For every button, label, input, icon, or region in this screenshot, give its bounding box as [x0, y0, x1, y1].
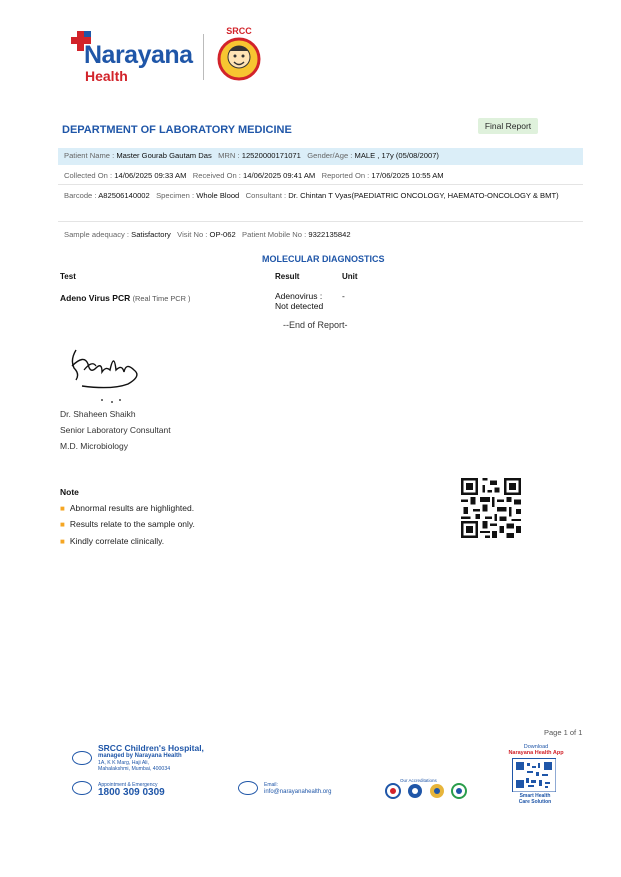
patient-name-label: Patient Name : [64, 151, 115, 160]
barcode-value: A82506140002 [98, 191, 150, 200]
reported-value: 17/06/2025 10:55 AM [371, 171, 444, 180]
footer-managed-by: managed by Narayana Health [98, 753, 182, 759]
adequacy-value: Satisfactory [131, 230, 171, 239]
signature [62, 340, 152, 406]
test-name: Adeno Virus PCR [60, 293, 131, 303]
download-label: Download [523, 744, 549, 750]
collected-value: 14/06/2025 09:33 AM [114, 171, 187, 180]
phone-icon [72, 781, 92, 795]
gender-age-label: Gender/Age : [307, 151, 353, 160]
smart-label-1: Smart Health [519, 793, 551, 799]
patient-name: Master Gourab Gautam Das [116, 151, 212, 160]
app-qr-icon[interactable] [512, 758, 556, 792]
footer-address [98, 760, 170, 772]
visit-label: Visit No : [177, 230, 208, 239]
srcc-logo-text: SRCC [226, 26, 252, 36]
qr-code-icon [461, 478, 521, 538]
bullet-icon: ■ [60, 537, 65, 546]
accreditations-label: Our Accreditations [400, 778, 437, 783]
specimen-label: Specimen : [156, 191, 195, 200]
page-number: Page 1 of 1 [544, 728, 583, 737]
footer-email[interactable]: info@narayanahealth.org [264, 789, 332, 795]
smart-label-2: Care Solution [518, 799, 552, 805]
bullet-icon: ■ [60, 520, 65, 529]
consultant-label: Consultant : [245, 191, 287, 200]
mrn-label: MRN : [218, 151, 240, 160]
department-title: DEPARTMENT OF LABORATORY MEDICINE [62, 124, 292, 136]
gender-age-value: MALE , 17y (05/08/2007) [354, 151, 439, 160]
footer-hospital-name: SRCC Children's Hospital, [98, 743, 204, 753]
adequacy-label: Sample adequacy : [64, 230, 130, 239]
accreditation-badges-icon [383, 783, 475, 799]
column-header-unit: Unit [342, 272, 358, 281]
footer-email-label: Email: [264, 782, 278, 788]
patient-info-row [58, 148, 583, 165]
srcc-mascot-icon [217, 37, 261, 81]
brand-sub: Health [85, 68, 128, 84]
srcc-logo [216, 26, 262, 84]
test-result [275, 291, 341, 311]
note-text: Kindly correlate clinically. [69, 536, 165, 546]
brand-name: Narayana [84, 41, 193, 69]
mobile-label: Patient Mobile No : [242, 230, 307, 239]
note-title: Note [60, 487, 79, 497]
reported-label: Reported On : [321, 171, 370, 180]
note-text: Abnormal results are highlighted. [69, 503, 195, 513]
received-label: Received On : [192, 171, 241, 180]
narayana-health-logo [70, 28, 200, 86]
note-item [60, 536, 164, 546]
smart-health-label [505, 793, 565, 805]
bullet-icon: ■ [60, 504, 65, 513]
specimen-value: Whole Blood [196, 191, 240, 200]
mobile-value: 9322135842 [308, 230, 351, 239]
section-title: MOLECULAR DIAGNOSTICS [262, 254, 385, 264]
end-of-report: --End of Report- [283, 320, 348, 330]
column-header-test: Test [60, 272, 76, 281]
footer-address-line-1: 1A, K K Marg, Haji Ali, [98, 760, 150, 766]
specimen-row [58, 188, 583, 222]
footer-appointment-label: Appointment & Emergency [98, 782, 158, 788]
barcode-label: Barcode : [64, 191, 97, 200]
hospital-icon [72, 751, 92, 765]
doctor-name: Dr. Shaheen Shaikh [60, 409, 136, 419]
dates-row [58, 168, 583, 185]
received-value: 14/06/2025 09:41 AM [243, 171, 316, 180]
result-line-2: Not detected [275, 301, 324, 311]
logo-divider [203, 34, 204, 80]
adequacy-row [58, 227, 583, 244]
note-item [60, 503, 194, 513]
test-method: (Real Time PCR ) [132, 294, 191, 303]
email-icon [238, 781, 258, 795]
consultant-value: Dr. Chintan T Vyas(PAEDIATRIC ONCOLOGY, HAEMATO-ONCOLOGY & BMT) [288, 191, 559, 200]
result-line-1: Adenovirus : [275, 291, 323, 301]
mrn-value: 12520000171071 [241, 151, 301, 160]
report-status-badge: Final Report [478, 118, 538, 134]
footer-address-line-2: Mahalakshmi, Mumbai, 400034 [98, 766, 171, 772]
doctor-qualification: M.D. Microbiology [60, 441, 129, 451]
download-app-label [498, 744, 574, 756]
test-row [60, 293, 191, 303]
column-header-result: Result [275, 272, 300, 281]
test-unit: - [342, 291, 345, 301]
note-item [60, 519, 195, 529]
visit-value: OP-062 [209, 230, 236, 239]
collected-label: Collected On : [64, 171, 113, 180]
doctor-designation: Senior Laboratory Consultant [60, 425, 171, 435]
footer-phone[interactable]: 1800 309 0309 [98, 787, 165, 798]
app-name: Narayana Health App [508, 750, 564, 756]
note-text: Results relate to the sample only. [69, 519, 195, 529]
